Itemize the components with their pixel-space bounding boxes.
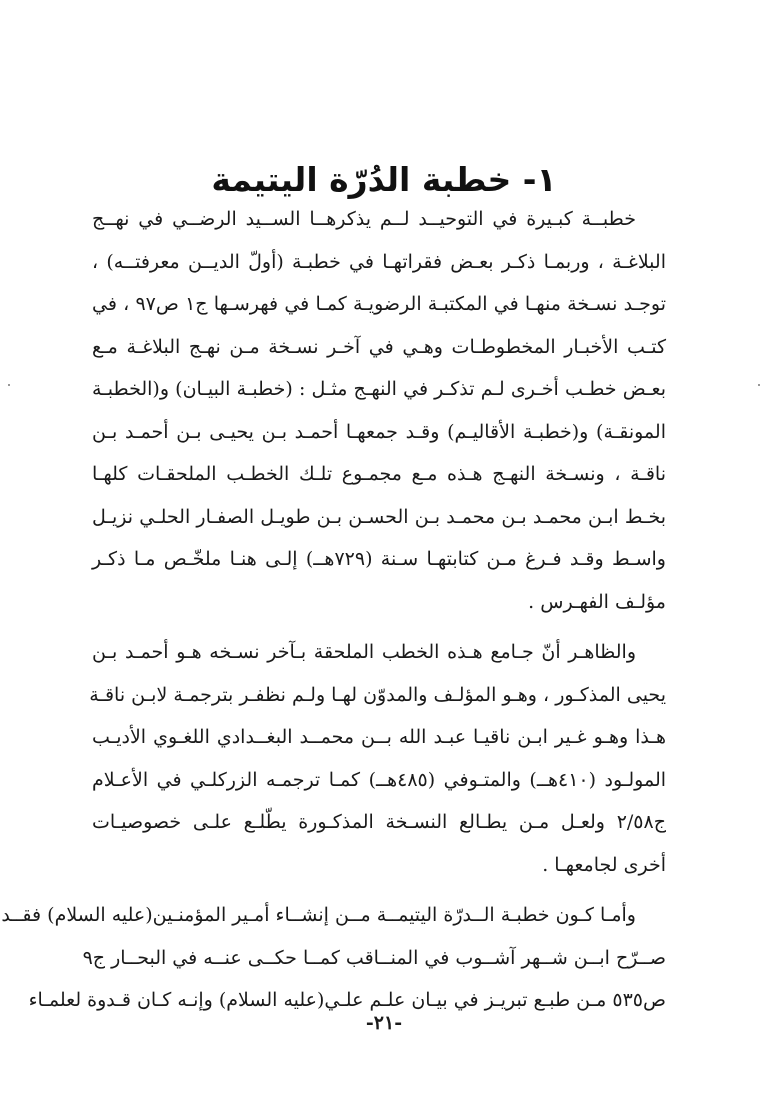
text-line: ج٢/٥٨ ولعـل مـن يطـالع النسـخة المذكـورة يطّلـع علـى خصوصيـات [92,811,666,833]
text-line: المونقـة) و(خطبـة الأقاليـم) وقـد جمعهـا أحمـد بـن يحيـى بـن أحمـد بـن [92,420,666,443]
text-line: يحيى المذكـور ، وهـو المؤلـف والمدوّن لهـا ولـم نظفـر بترجمـة لابـن ناقـة [89,683,666,706]
text-line: صــرّح ابــن شــهر آشــوب في المنــاقب كمــا حكــى عنــه في البحــار ج٩ [82,946,666,969]
text-line: وأمـا كـون خطبـة الــدرّة اليتيمــة مــن إنشــاء أمـير المؤمنـين(عليه السلام) فقــد [1,904,636,926]
text-line: أخرى لجامعهـا . [542,853,666,876]
chapter-title: ١- خطبة الدُرّة اليتيمة [211,160,557,200]
text-line: هـذا وهـو غـير ابـن ناقيـا عبـد الله بــن محمــد البغــدادي اللغـوي الأديـب [92,726,666,748]
text-line: ص٥٣٥ مـن طبـع تبريـز في بيـان علـم علـي(عليه السلام) وإنـه كـان قـدوة لعلمـاء [28,989,666,1011]
text-line: ناقـة ، ونسـخة النهـج هـذه مـع مجمـوع تلـك الخطـب الملحقـات كلهـا [92,463,666,485]
text-line: كتـب الأخبـار المخطوطـات وهـي في آخـر نسـخة مـن نهـج البلاغـة مـع [92,335,666,358]
paragraph-3 [1,894,666,1022]
text-line: بخـط ابـن محمـد بـن محمـد بـن الحسـن بـن طويـل الصفـار الحلـي نزيـل [92,505,666,528]
edge-dot-right [758,384,760,386]
page-number: -٢١- [365,1012,403,1034]
body-text [1,198,667,1030]
text-line: مؤلـف الفهـرس . [528,590,666,613]
text-line: المولـود (٤١٠هــ) والمتـوفي (٤٨٥هــ) كمـا ترجمـه الزركلـي في الأعـلام [92,768,667,791]
text-line: توجـد نسـخة منهـا في المكتبـة الرضويـة كمـا في فهرسـها ج١ ص٩٧ ، في [92,293,666,315]
text-line: خطبــة كبـيرة في التوحيــد لــم يذكرهــا الســيد الرضــي في نهــج [92,208,636,230]
text-line: واسـط وقـد فـرغ مـن كتابتهـا سـنة (٧٢٩هــ) إلـى هنـا ملخّـص مـا ذكـر [92,548,666,570]
edge-dot-left [8,384,10,386]
text-line: والظاهـر أنّ جـامع هـذه الخطب الملحقة بـآخر نسـخه هـو أحمـد بـن [92,641,636,663]
text-line: بعـض خطـب أخـرى لـم تذكـر في النهـج مثـل : (خطبـة البيـان) و(الخطبـة [92,378,666,400]
paragraph-1 [92,198,666,623]
paragraph-2 [89,631,667,886]
text-line: البلاغـة ، وربمـا ذكـر بعـض فقراتهـا في خطبـة (أولّ الديــن معرفتــه) ، [92,250,666,273]
